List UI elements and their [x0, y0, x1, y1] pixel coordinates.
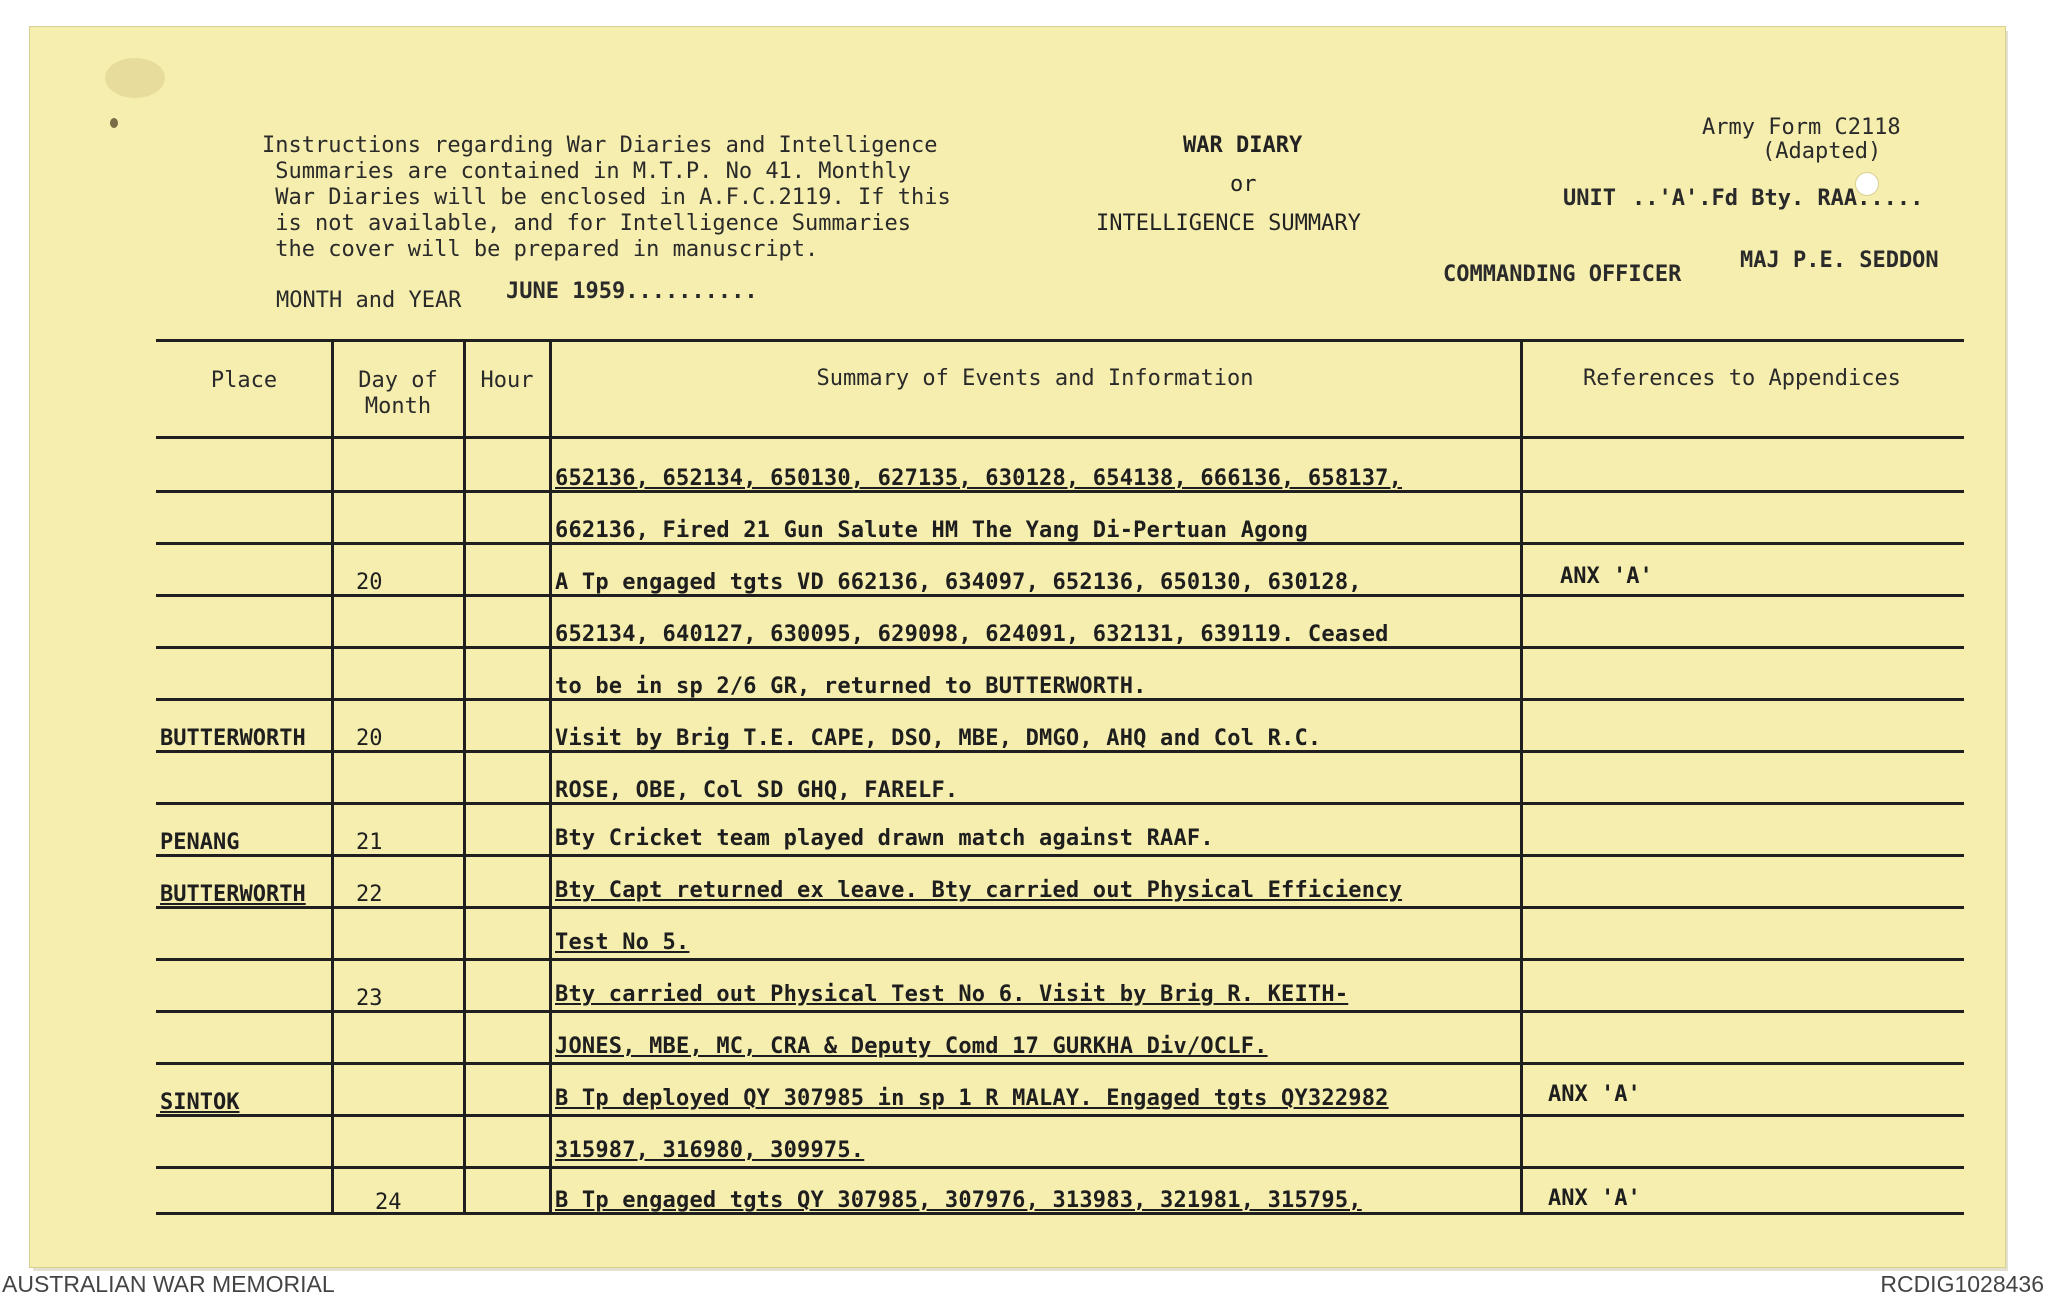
column-header-summary: Summary of Events and Information: [816, 366, 1254, 391]
row-rule: [156, 854, 1964, 857]
place-name: SINTOK: [160, 1090, 240, 1115]
day-of-month: 24: [375, 1190, 402, 1215]
day-of-month: 21: [356, 830, 383, 855]
summary-text: B Tp engaged tgts QY 307985, 307976, 313983, 321981, 315795,: [555, 1188, 1362, 1213]
summary-text: Bty carried out Physical Test No 6. Visit by Brig R. KEITH-: [555, 982, 1349, 1007]
day-of-month: 20: [356, 726, 383, 751]
army-form-number: Army Form C2118: [1702, 115, 1901, 140]
summary-text: 652136, 652134, 650130, 627135, 630128, 654138, 666136, 658137,: [555, 466, 1403, 491]
summary-text: JONES, MBE, MC, CRA & Deputy Comd 17 GURKHA Div/OCLF.: [555, 1034, 1268, 1059]
column-header-hour: Hour: [480, 368, 534, 393]
month-year-value: JUNE 1959..........: [506, 279, 758, 304]
summary-text: B Tp deployed QY 307985 in sp 1 R MALAY. Engaged tgts QY322982: [555, 1086, 1389, 1111]
summary-text: 315987, 316980, 309975.: [555, 1138, 865, 1163]
month-year-label: MONTH and YEAR: [276, 288, 462, 313]
table-header-rule: [156, 436, 1964, 439]
column-header-day: Day of Month: [358, 368, 438, 419]
commanding-officer-value: MAJ P.E. SEDDON: [1740, 248, 1939, 273]
paper-stain: [110, 118, 118, 128]
place-name: PENANG: [160, 830, 240, 855]
row-rule: [156, 906, 1964, 909]
archive-reference-id: RCDIG1028436: [1880, 1271, 2044, 1297]
instructions-text: Instructions regarding War Diaries and Intelligence Summaries are contained in M.T.P. No 41. Monthly War Diaries will be enclosed in A.F.C.2119. If this is not available, and for Intelligence Summaries the cover will be prepared in manuscript.: [262, 133, 951, 262]
row-rule: [156, 1010, 1964, 1013]
column-divider: [1520, 339, 1523, 1212]
table-top-rule: [156, 339, 1964, 342]
unit-value: ..'A'.Fd Bty. RAA.....: [1632, 186, 1924, 211]
day-of-month: 20: [356, 570, 383, 595]
column-header-references: References to Appendices: [1583, 366, 1901, 391]
column-header-place: Place: [210, 368, 278, 393]
summary-text: 652134, 640127, 630095, 629098, 624091, 632131, 639119. Ceased: [555, 622, 1389, 647]
appendix-reference: ANX 'A': [1548, 1186, 1641, 1211]
column-divider: [549, 339, 552, 1212]
summary-text: Visit by Brig T.E. CAPE, DSO, MBE, DMGO, AHQ and Col R.C.: [555, 726, 1322, 751]
summary-text: Test No 5.: [555, 930, 690, 955]
row-rule: [156, 1062, 1964, 1065]
column-divider: [331, 339, 334, 1212]
commanding-officer-label: COMMANDING OFFICER: [1443, 262, 1682, 287]
adapted-label: (Adapted): [1762, 139, 1882, 164]
war-diary-title: WAR DIARY: [1183, 133, 1303, 158]
row-rule: [156, 958, 1964, 961]
summary-text: to be in sp 2/6 GR, returned to BUTTERWORTH.: [555, 674, 1147, 699]
or-label: or: [1230, 172, 1257, 197]
archive-credit: AUSTRALIAN WAR MEMORIAL: [2, 1271, 335, 1297]
row-rule: [156, 1114, 1964, 1117]
row-rule: [156, 1166, 1964, 1169]
day-of-month: 22: [356, 882, 383, 907]
intelligence-summary-title: INTELLIGENCE SUMMARY: [1096, 211, 1361, 236]
unit-label: UNIT: [1563, 186, 1616, 211]
day-of-month: 23: [356, 986, 383, 1011]
row-rule: [156, 802, 1964, 805]
paper-stain: [105, 58, 165, 98]
place-name: BUTTERWORTH: [160, 726, 306, 751]
summary-text: ROSE, OBE, Col SD GHQ, FARELF.: [555, 778, 959, 803]
appendix-reference: ANX 'A': [1548, 1082, 1641, 1107]
summary-text: 662136, Fired 21 Gun Salute HM The Yang Di-Pertuan Agong: [555, 518, 1308, 543]
place-name: BUTTERWORTH: [160, 882, 306, 907]
summary-text: Bty Cricket team played drawn match against RAAF.: [555, 826, 1214, 851]
appendix-reference: ANX 'A': [1560, 564, 1653, 589]
summary-text: Bty Capt returned ex leave. Bty carried out Physical Efficiency: [555, 878, 1403, 903]
summary-text: A Tp engaged tgts VD 662136, 634097, 652136, 650130, 630128,: [555, 570, 1362, 595]
column-divider: [463, 339, 466, 1212]
